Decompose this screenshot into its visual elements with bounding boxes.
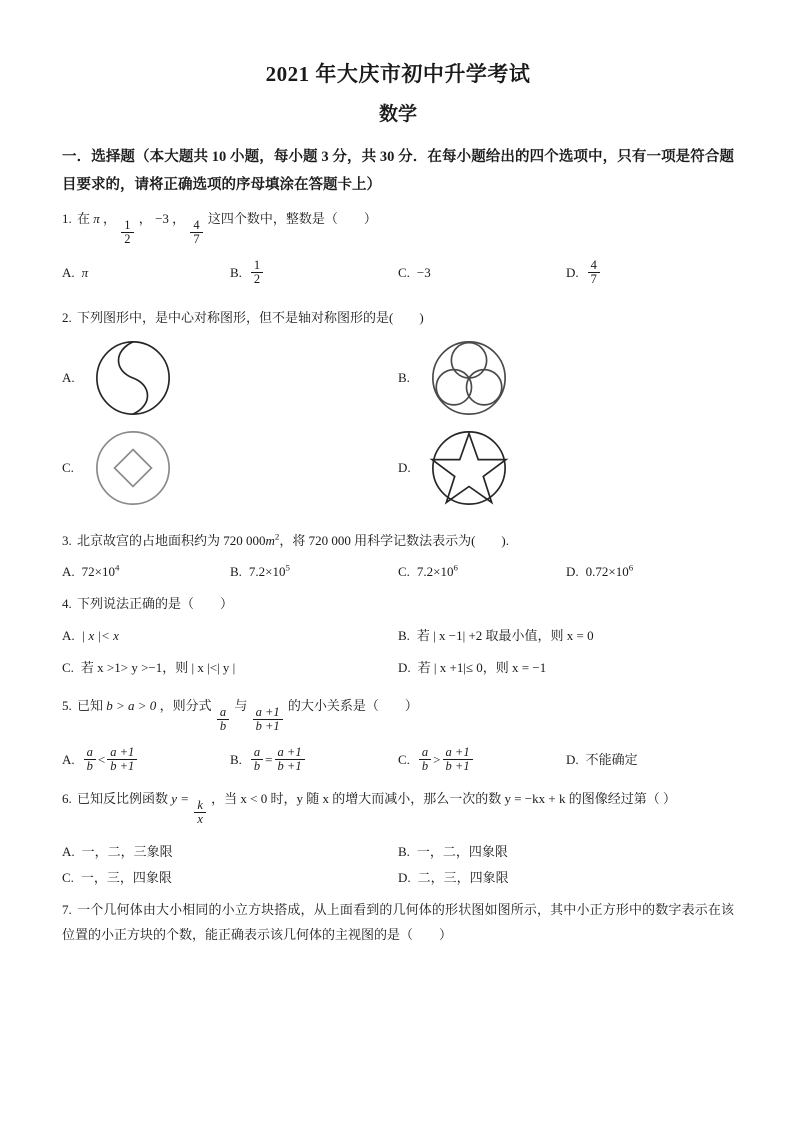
question-2-options-row-2: [62, 426, 734, 510]
q5-option-b-fraction-1: [251, 746, 263, 774]
q1-option-a-label: A.: [62, 264, 75, 280]
q1-option-d-numerator: 4: [590, 257, 597, 272]
question-7-stem: [62, 897, 734, 948]
q6-option-a-label: A.: [62, 843, 75, 859]
q3-option-b-base: 7.2×10: [248, 564, 286, 580]
q1-option-c-label: C.: [398, 264, 410, 280]
question-4-options-row-1: [62, 623, 734, 649]
q5-option-a-f2-num: a +1: [110, 744, 135, 759]
q6-option-b-value: 一，二，四象限: [416, 843, 508, 859]
q1-option-d-label: D.: [566, 264, 579, 280]
question-4-stem: [62, 591, 734, 616]
q3-option-b-exponent: 5: [285, 562, 290, 573]
q5-option-a-f1-den: b: [84, 759, 96, 774]
q5-option-d[interactable]: [566, 746, 734, 774]
q6-option-d-value: 二，三，四象限: [417, 869, 509, 885]
question-6: [62, 786, 734, 891]
q1-fraction-half: [121, 219, 133, 247]
q2-option-b[interactable]: [398, 336, 734, 420]
q1-option-c-value: −3: [416, 264, 431, 280]
q2-option-a[interactable]: [62, 336, 398, 420]
q4-option-d[interactable]: [398, 655, 734, 681]
section-heading: 一．选择题（本大题共 10 小题，每小题 3 分，共 30 分．在每小题给出的四个选项中，只有一项是符合题目要求的，请将正确选项的序母填涂在答题卡上）: [62, 148, 734, 194]
q3-unit-exponent: 2: [274, 531, 280, 542]
trefoil-circle-icon: [426, 336, 512, 420]
q4-option-d-label: D.: [398, 659, 411, 675]
q1-half-numerator: 1: [124, 217, 131, 232]
q2-option-b-label: B.: [398, 369, 410, 385]
q3-option-d[interactable]: [566, 559, 734, 585]
q3-option-d-value: [586, 559, 634, 585]
q6-option-c-label: C.: [62, 869, 74, 885]
q3-option-b-value: [249, 559, 290, 585]
q3-option-a-value: [82, 559, 120, 585]
question-4-options-row-2: [62, 655, 734, 681]
q3-stem-part-1: 北京故宫的占地面积约为 720 000: [77, 532, 266, 548]
q1-pi: π: [93, 210, 100, 226]
q5-option-b-f1-num: a: [253, 744, 261, 759]
q1-option-b-numerator: 1: [253, 257, 261, 272]
question-5-stem: [62, 693, 734, 734]
q1-comma-1: ，: [103, 210, 117, 226]
q5-option-a-fraction-1: [84, 746, 96, 774]
question-4-number: 4.: [62, 596, 72, 612]
q2-option-d-label: D.: [398, 459, 411, 475]
q5-option-c[interactable]: [398, 746, 566, 774]
question-4: [62, 591, 734, 680]
q4-option-d-value: 若 | x +1|≤ 0，则 x = −1: [417, 659, 547, 675]
q6-fraction-denominator: x: [194, 812, 206, 827]
q4-option-b[interactable]: [398, 623, 734, 649]
q4-option-a-label: A.: [62, 627, 75, 643]
q5-option-c-label: C.: [398, 751, 410, 767]
q4-option-b-label: B.: [398, 627, 410, 643]
q3-option-c-exponent: 6: [453, 562, 458, 573]
q5-option-a-label: A.: [62, 751, 75, 767]
q5-fraction-a1-over-b1: [253, 706, 283, 734]
q3-option-a-label: A.: [62, 564, 75, 580]
q1-option-a-value: π: [81, 264, 89, 280]
q1-stem-tail: 这四个数中，整数是（ ）: [207, 210, 377, 226]
q1-option-a[interactable]: [62, 259, 230, 287]
q5-option-d-value: 不能确定: [585, 751, 638, 767]
question-6-number: 6.: [62, 790, 72, 806]
q6-option-a-value: 一，二，三象限: [81, 843, 173, 859]
q5-option-b-f2-num: a +1: [277, 744, 302, 759]
q4-option-c-label: C.: [62, 659, 74, 675]
star-in-circle-icon: [426, 426, 512, 510]
q1-four-sevenths-denominator: 7: [190, 232, 202, 247]
q6-fraction-numerator: k: [197, 797, 203, 812]
q5-stem-part-2: ，则分式: [159, 697, 212, 713]
question-2: [62, 305, 734, 510]
question-1: [62, 206, 734, 287]
q6-option-b-label: B.: [398, 843, 410, 859]
q1-option-d-denominator: 7: [588, 272, 600, 287]
q5-option-a-fraction-2: [107, 746, 137, 774]
q6-fraction-k-over-x: [194, 799, 206, 827]
q3-option-d-base: 0.72×10: [585, 564, 629, 580]
q5-option-b-label: B.: [230, 751, 242, 767]
q3-option-c[interactable]: [398, 559, 566, 585]
question-3: [62, 528, 734, 585]
question-6-options-row-2: [62, 865, 734, 891]
q4-option-c-value: 若 x >1> y >−1，则 | x |<| y |: [80, 659, 236, 675]
q5-inequality: b > a > 0: [106, 697, 157, 713]
question-2-stem: [62, 305, 734, 330]
q3-option-d-label: D.: [566, 564, 579, 580]
q1-comma-2: ，: [138, 210, 152, 226]
q6-stem-part-1: 已知反比例函数: [77, 790, 169, 806]
question-5-number: 5.: [62, 697, 72, 713]
q5-option-a-f2-den: b +1: [107, 759, 137, 774]
question-4-stem-text: 下列说法正确的是（ ）: [77, 596, 234, 612]
q6-option-c-value: 一，三，四象限: [80, 869, 172, 885]
q5-stem-tail: 的大小关系是（ ）: [287, 697, 418, 713]
q5-option-c-relation: >: [433, 751, 441, 767]
q5-f2-numerator: a +1: [255, 704, 280, 719]
q6-stem-tail: ，当 x < 0 时，y 随 x 的增大而减小，那么一次的数 y = −kx + k 的图像经过第（ ）: [211, 790, 676, 806]
yin-yang-circle-icon: [90, 336, 176, 420]
q3-option-c-value: [417, 559, 458, 585]
page-title: 2021 年大庆市初中升学考试: [265, 62, 531, 86]
q4-option-b-value: 若 | x −1| +2 取最小值，则 x = 0: [416, 627, 594, 643]
q3-option-a-base: 72×10: [81, 564, 115, 580]
q5-option-a-relation: <: [97, 751, 106, 767]
q1-option-d-fraction: [588, 259, 600, 287]
q5-stem-part-1: 已知: [77, 697, 104, 713]
q5-option-d-label: D.: [566, 751, 579, 767]
q2-option-a-label: A.: [62, 369, 75, 385]
question-3-number: 3.: [62, 532, 72, 548]
q1-four-sevenths-numerator: 4: [193, 217, 200, 232]
q5-f1-numerator: a: [219, 704, 227, 719]
question-5: [62, 693, 734, 774]
q4-option-a[interactable]: [62, 623, 398, 649]
question-2-options-row-1: [62, 336, 734, 420]
q5-f2-denominator: b +1: [253, 719, 283, 734]
q6-option-b[interactable]: [398, 839, 734, 865]
q6-option-c[interactable]: [62, 865, 398, 891]
question-1-stem: [62, 206, 734, 247]
question-7-number: 7.: [62, 901, 72, 917]
q5-option-c-f1-num: a: [421, 744, 429, 759]
question-2-number: 2.: [62, 309, 72, 325]
question-3-stem: [62, 528, 734, 553]
q5-option-b-f2-den: b +1: [275, 759, 305, 774]
q2-option-c[interactable]: [62, 426, 398, 510]
q1-comma-3: ，: [172, 210, 186, 226]
q4-option-a-value: | x |< x: [81, 627, 119, 643]
diamond-in-circle-icon: [90, 426, 176, 510]
q3-option-b-label: B.: [230, 564, 242, 580]
question-3-options: [62, 559, 734, 585]
q6-function-lhs: y =: [171, 790, 190, 806]
q5-f1-denominator: b: [217, 719, 229, 734]
q1-minus-three: −3: [155, 210, 169, 226]
q1-fraction-four-sevenths: [190, 219, 202, 247]
question-1-number: 1.: [62, 210, 72, 226]
question-7-stem-text: 一个几何体由大小相同的小立方块搭成，从上面看到的几何体的形状图如图所示，其中小正方形中的数字表示在该位置的小正方块的个数，能正确表示该几何体的主视图的是（ ）: [62, 901, 734, 942]
question-6-options-row-1: [62, 839, 734, 865]
q3-option-d-exponent: 6: [628, 562, 634, 573]
q5-option-c-fraction-1: [419, 746, 431, 774]
q6-option-d[interactable]: [398, 865, 734, 891]
q3-unit-base: m: [265, 532, 275, 548]
q1-option-c[interactable]: [398, 259, 566, 287]
q2-option-c-label: C.: [62, 459, 74, 475]
q2-option-d[interactable]: [398, 426, 734, 510]
q3-option-a-exponent: 4: [114, 562, 120, 573]
q5-fraction-a-over-b: [217, 706, 229, 734]
question-6-stem: [62, 786, 734, 827]
q3-stem-part-2: ，将 720 000 用科学记数法表示为( ).: [279, 532, 509, 548]
q1-option-d[interactable]: [566, 259, 734, 287]
q1-option-b-label: B.: [230, 264, 242, 280]
q5-option-b[interactable]: [230, 746, 398, 774]
q3-option-a[interactable]: [62, 559, 230, 585]
q5-option-a-f1-num: a: [86, 744, 93, 759]
q6-option-d-label: D.: [398, 869, 411, 885]
q1-stem-part-1: 在: [77, 210, 91, 226]
q5-option-b-relation: =: [265, 751, 273, 767]
subject-title: 数学: [378, 104, 417, 126]
q1-option-b-denominator: 2: [251, 272, 263, 287]
question-5-options: [62, 746, 734, 774]
q5-option-b-fraction-2: [275, 746, 305, 774]
q1-half-denominator: 2: [121, 232, 133, 247]
question-2-stem-text: 下列图形中，是中心对称图形，但不是轴对称图形的是( ): [77, 309, 424, 325]
question-1-options: [62, 259, 734, 287]
q5-option-c-f1-den: b: [419, 759, 431, 774]
q1-option-b[interactable]: [230, 259, 398, 287]
q1-option-b-fraction: [251, 259, 263, 287]
q5-stem-part-3: 与: [234, 697, 248, 713]
q4-option-c[interactable]: [62, 655, 398, 681]
page-content: [62, 0, 734, 947]
q5-option-c-f2-num: a +1: [445, 744, 470, 759]
q3-option-c-label: C.: [398, 564, 410, 580]
question-7: [62, 897, 734, 948]
q6-option-a[interactable]: [62, 839, 398, 865]
q5-option-c-fraction-2: [443, 746, 473, 774]
q5-option-c-f2-den: b +1: [443, 759, 473, 774]
q5-option-a[interactable]: [62, 746, 230, 774]
q5-option-b-f1-den: b: [251, 759, 263, 774]
q3-option-c-base: 7.2×10: [416, 564, 454, 580]
q3-option-b[interactable]: [230, 559, 398, 585]
